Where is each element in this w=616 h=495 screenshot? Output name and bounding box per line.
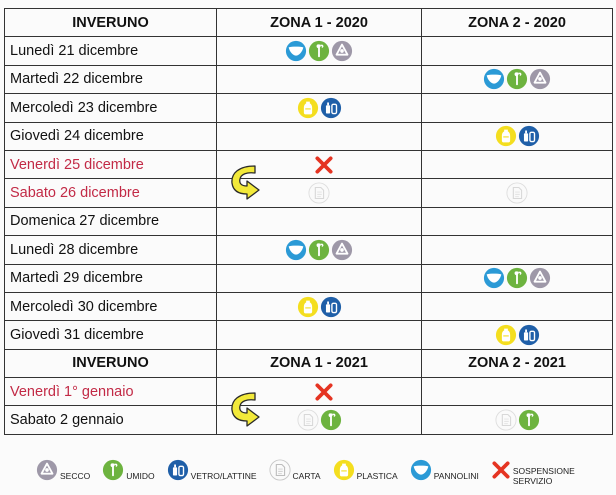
row-zona2-cell bbox=[422, 179, 613, 207]
umido-icon bbox=[320, 409, 342, 431]
row-zona1-cell bbox=[217, 321, 422, 349]
header-col2: ZONA 1 - 2020 bbox=[217, 9, 422, 37]
icon-group bbox=[285, 40, 353, 62]
table-row bbox=[5, 37, 613, 65]
header-col3: ZONA 2 - 2021 bbox=[422, 349, 613, 377]
legend-label: PLASTICA bbox=[356, 471, 398, 481]
day-label: Sabato 26 dicembre bbox=[5, 179, 217, 207]
day-label: Lunedì 28 dicembre bbox=[5, 236, 217, 264]
legend-item-carta bbox=[269, 459, 321, 481]
day-label: Sabato 2 gennaio bbox=[5, 406, 217, 434]
icon-group bbox=[495, 409, 540, 431]
icon-group bbox=[483, 68, 551, 90]
icon-group bbox=[304, 155, 334, 175]
row-zona1-cell bbox=[217, 378, 422, 406]
pannolini-icon bbox=[410, 459, 432, 481]
icon-group bbox=[297, 296, 342, 318]
table-row bbox=[5, 65, 613, 93]
legend-label: SECCO bbox=[60, 471, 91, 481]
vetro-icon bbox=[167, 459, 189, 481]
day-label: Martedì 22 dicembre bbox=[5, 65, 217, 93]
carta-icon bbox=[269, 459, 291, 481]
row-zona1-cell bbox=[217, 207, 422, 235]
icon-group bbox=[506, 182, 528, 204]
legend-item-plastica bbox=[333, 459, 398, 481]
table-row bbox=[5, 122, 613, 150]
row-zona2-cell bbox=[422, 236, 613, 264]
umido-icon bbox=[506, 267, 528, 289]
plastica-icon bbox=[333, 459, 355, 481]
row-zona1-cell bbox=[217, 37, 422, 65]
table-row bbox=[5, 150, 613, 178]
row-zona1-cell bbox=[217, 292, 422, 320]
icon-group bbox=[304, 382, 334, 402]
umido-icon bbox=[518, 409, 540, 431]
header-col1: INVERUNO bbox=[5, 9, 217, 37]
row-zona1-cell bbox=[217, 179, 422, 207]
row-zona2-cell bbox=[422, 292, 613, 320]
icon-group bbox=[285, 239, 353, 261]
row-zona1-cell bbox=[217, 122, 422, 150]
row-zona1-cell bbox=[217, 65, 422, 93]
table-row bbox=[5, 406, 613, 434]
secco-icon bbox=[529, 68, 551, 90]
legend-label: CARTA bbox=[292, 471, 321, 481]
table-row bbox=[5, 94, 613, 122]
vetro-icon bbox=[320, 97, 342, 119]
day-label: Venerdì 25 dicembre bbox=[5, 150, 217, 178]
vetro-icon bbox=[518, 125, 540, 147]
table-row bbox=[5, 236, 613, 264]
icon-group bbox=[495, 324, 540, 346]
header-row bbox=[5, 349, 613, 377]
plastica-icon bbox=[297, 296, 319, 318]
row-zona1-cell bbox=[217, 150, 422, 178]
row-zona2-cell bbox=[422, 65, 613, 93]
table-row bbox=[5, 378, 613, 406]
row-zona1-cell bbox=[217, 236, 422, 264]
plastica-icon bbox=[495, 125, 517, 147]
umido-icon bbox=[102, 459, 124, 481]
legend-label: VETRO/LATTINE bbox=[190, 471, 257, 481]
day-label: Mercoledì 23 dicembre bbox=[5, 94, 217, 122]
day-label: Domenica 27 dicembre bbox=[5, 207, 217, 235]
secco-icon bbox=[331, 239, 353, 261]
header-row bbox=[5, 9, 613, 37]
pannolini-icon bbox=[285, 40, 307, 62]
row-zona2-cell bbox=[422, 321, 613, 349]
row-zona2-cell bbox=[422, 264, 613, 292]
header-col1: INVERUNO bbox=[5, 349, 217, 377]
row-zona1-cell bbox=[217, 264, 422, 292]
umido-icon bbox=[308, 40, 330, 62]
sospensione-icon bbox=[491, 460, 511, 480]
header-col2: ZONA 1 - 2021 bbox=[217, 349, 422, 377]
vetro-icon bbox=[518, 324, 540, 346]
day-label: Mercoledì 30 dicembre bbox=[5, 292, 217, 320]
legend-item-sospensione bbox=[491, 454, 604, 486]
day-label: Giovedì 24 dicembre bbox=[5, 122, 217, 150]
icon-group bbox=[495, 125, 540, 147]
table-row bbox=[5, 292, 613, 320]
row-zona2-cell bbox=[422, 150, 613, 178]
row-zona1-cell bbox=[217, 94, 422, 122]
icon-group bbox=[308, 182, 330, 204]
day-label: Giovedì 31 dicembre bbox=[5, 321, 217, 349]
plastica-icon bbox=[495, 324, 517, 346]
carta-icon bbox=[506, 182, 528, 204]
plastica-icon bbox=[297, 97, 319, 119]
row-zona2-cell bbox=[422, 207, 613, 235]
row-zona2-cell bbox=[422, 406, 613, 434]
day-label: Lunedì 21 dicembre bbox=[5, 37, 217, 65]
schedule-body bbox=[5, 9, 613, 435]
pannolini-icon bbox=[483, 267, 505, 289]
row-zona2-cell bbox=[422, 94, 613, 122]
umido-icon bbox=[506, 68, 528, 90]
table-row bbox=[5, 179, 613, 207]
sospensione-icon bbox=[314, 382, 334, 402]
table-row bbox=[5, 264, 613, 292]
carta-icon bbox=[308, 182, 330, 204]
legend-label: PANNOLINI bbox=[433, 471, 479, 481]
day-label: Martedì 29 dicembre bbox=[5, 264, 217, 292]
legend-item-umido bbox=[102, 459, 154, 481]
sospensione-icon bbox=[314, 155, 334, 175]
secco-icon bbox=[529, 267, 551, 289]
carta-icon bbox=[297, 409, 319, 431]
umido-icon bbox=[308, 239, 330, 261]
carta-icon bbox=[495, 409, 517, 431]
schedule-table bbox=[4, 8, 613, 435]
legend-label: UMIDO bbox=[126, 471, 155, 481]
row-zona2-cell bbox=[422, 122, 613, 150]
pannolini-icon bbox=[285, 239, 307, 261]
icon-group bbox=[483, 267, 551, 289]
row-zona1-cell bbox=[217, 406, 422, 434]
icon-group bbox=[297, 409, 342, 431]
row-zona2-cell bbox=[422, 37, 613, 65]
legend bbox=[36, 454, 616, 486]
legend-item-secco bbox=[36, 459, 90, 481]
row-zona2-cell bbox=[422, 378, 613, 406]
legend-item-vetro bbox=[167, 459, 257, 481]
day-label: Venerdì 1° gennaio bbox=[5, 378, 217, 406]
table-row bbox=[5, 321, 613, 349]
legend-item-pannolini bbox=[410, 459, 479, 481]
header-col3: ZONA 2 - 2020 bbox=[422, 9, 613, 37]
vetro-icon bbox=[320, 296, 342, 318]
icon-group bbox=[297, 97, 342, 119]
pannolini-icon bbox=[483, 68, 505, 90]
secco-icon bbox=[331, 40, 353, 62]
secco-icon bbox=[36, 459, 58, 481]
table-row bbox=[5, 207, 613, 235]
legend-label: SOSPENSIONE SERVIZIO bbox=[512, 466, 575, 486]
